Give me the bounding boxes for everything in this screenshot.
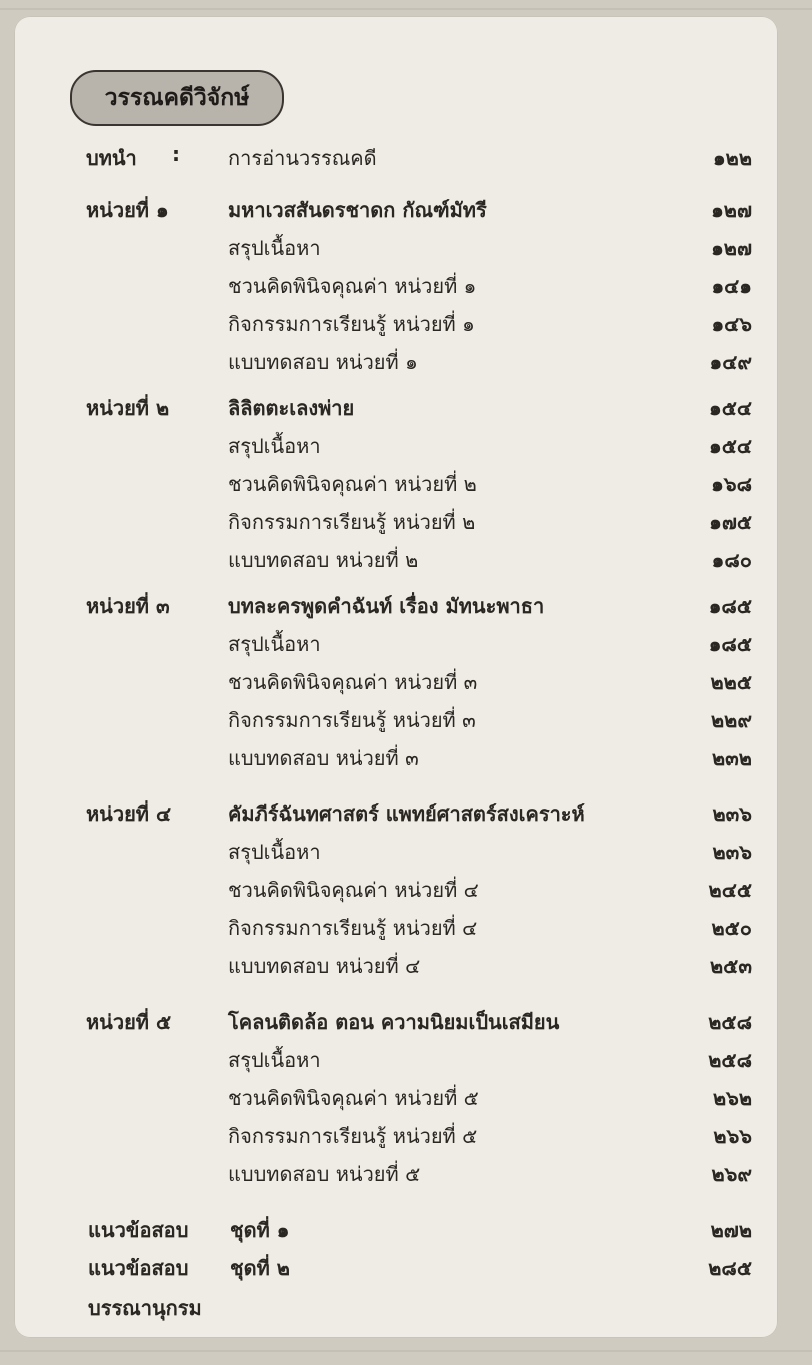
- toc-item[interactable]: [14, 666, 778, 706]
- toc-item[interactable]: [14, 544, 778, 584]
- unit-title: ลิลิตตะเลงพ่าย: [228, 396, 355, 420]
- toc-item[interactable]: [14, 430, 778, 470]
- bibliography-label: บรรณานุกรม: [88, 1296, 202, 1320]
- item-page: ๒๓๖: [712, 840, 752, 864]
- unit-title: โคลนติดล้อ ตอน ความนิยมเป็นเสมียน: [228, 1010, 560, 1034]
- item-title: แบบทดสอบ หน่วยที่ ๕: [228, 1162, 421, 1186]
- item-title: สรุปเนื้อหา: [228, 1048, 321, 1072]
- toc-item[interactable]: [14, 742, 778, 782]
- toc-unit-5[interactable]: [14, 1006, 778, 1046]
- toc-item[interactable]: [14, 506, 778, 546]
- item-title: กิจกรรมการเรียนรู้ หน่วยที่ ๔: [228, 916, 478, 940]
- item-page: ๒๖๖: [713, 1124, 752, 1148]
- toc-unit-1[interactable]: [14, 194, 778, 234]
- item-page: ๑๘๐: [711, 548, 752, 572]
- toc-item[interactable]: [14, 1044, 778, 1084]
- toc-page: [14, 16, 778, 1338]
- toc-item[interactable]: [14, 836, 778, 876]
- item-title: ชวนคิดพินิจคุณค่า หน่วยที่ ๑: [228, 274, 477, 298]
- item-title: ชวนคิดพินิจคุณค่า หน่วยที่ ๕: [228, 1086, 479, 1110]
- item-title: ชวนคิดพินิจคุณค่า หน่วยที่ ๓: [228, 670, 478, 694]
- item-page: ๑๔๙: [709, 350, 752, 374]
- intro-colon: :: [172, 142, 180, 166]
- unit-page: ๒๓๖: [712, 802, 752, 826]
- unit-label: หน่วยที่ ๒: [86, 396, 170, 420]
- item-page: ๒๒๕: [710, 670, 752, 694]
- item-page: ๑๗๕: [709, 510, 752, 534]
- item-page: ๑๒๗: [711, 236, 752, 260]
- item-page: ๒๖๙: [711, 1162, 752, 1186]
- toc-unit-2[interactable]: [14, 392, 778, 432]
- item-title: สรุปเนื้อหา: [228, 236, 321, 260]
- toc-item[interactable]: [14, 232, 778, 272]
- unit-title: บทละครพูดคำฉันท์ เรื่อง มัทนะพาธา: [228, 594, 545, 618]
- toc-item[interactable]: [14, 950, 778, 990]
- item-title: สรุปเนื้อหา: [228, 434, 321, 458]
- unit-label: หน่วยที่ ๑: [86, 198, 169, 222]
- unit-label: หน่วยที่ ๔: [86, 802, 172, 826]
- toc-unit-4[interactable]: [14, 798, 778, 838]
- toc-item[interactable]: [14, 270, 778, 310]
- item-title: แบบทดสอบ หน่วยที่ ๓: [228, 746, 419, 770]
- unit-page: ๑๘๕: [708, 594, 752, 618]
- item-page: ๒๓๒: [711, 746, 752, 770]
- item-page: ๒๕๓: [710, 954, 752, 978]
- exam-page: ๒๘๕: [708, 1256, 752, 1280]
- intro-label: บทนำ: [86, 146, 137, 170]
- exam-title: ชุดที่ ๑: [230, 1218, 290, 1242]
- item-title: ชวนคิดพินิจคุณค่า หน่วยที่ ๒: [228, 472, 477, 496]
- toc-item[interactable]: [14, 346, 778, 386]
- intro-title: การอ่านวรรณคดี: [228, 146, 377, 170]
- unit-page: ๒๕๘: [708, 1010, 752, 1034]
- toc-item[interactable]: [14, 628, 778, 668]
- toc-entry-intro[interactable]: [14, 142, 778, 182]
- item-page: ๒๒๙: [710, 708, 752, 732]
- item-title: สรุปเนื้อหา: [228, 840, 321, 864]
- exam-page: ๒๗๒: [710, 1218, 752, 1242]
- item-title: กิจกรรมการเรียนรู้ หน่วยที่ ๓: [228, 708, 476, 732]
- item-title: สรุปเนื้อหา: [228, 632, 321, 656]
- item-title: ชวนคิดพินิจคุณค่า หน่วยที่ ๔: [228, 878, 479, 902]
- toc-unit-3[interactable]: [14, 590, 778, 630]
- unit-page: ๑๒๗: [711, 198, 752, 222]
- exam-label: แนวข้อสอบ: [88, 1218, 189, 1242]
- toc-item[interactable]: [14, 912, 778, 952]
- item-title: แบบทดสอบ หน่วยที่ ๑: [228, 350, 418, 374]
- toc-item[interactable]: [14, 1082, 778, 1122]
- unit-title: มหาเวสสันดรชาดก กัณฑ์มัทรี: [228, 198, 487, 222]
- item-page: ๑๕๔: [709, 434, 752, 458]
- toc-item[interactable]: [14, 308, 778, 348]
- item-title: กิจกรรมการเรียนรู้ หน่วยที่ ๕: [228, 1124, 478, 1148]
- section-title-badge: [70, 70, 284, 126]
- exam-label: แนวข้อสอบ: [88, 1256, 189, 1280]
- unit-label: หน่วยที่ ๕: [86, 1010, 172, 1034]
- toc-item[interactable]: [14, 1120, 778, 1160]
- unit-title: คัมภีร์ฉันทศาสตร์ แพทย์ศาสตร์สงเคราะห์: [228, 802, 585, 826]
- item-page: ๑๔๑: [711, 274, 752, 298]
- unit-page: ๑๕๔: [709, 396, 752, 420]
- toc-item[interactable]: [14, 704, 778, 744]
- item-title: แบบทดสอบ หน่วยที่ ๔: [228, 954, 421, 978]
- exam-title: ชุดที่ ๒: [230, 1256, 290, 1280]
- item-page: ๒๖๒: [712, 1086, 752, 1110]
- item-title: กิจกรรมการเรียนรู้ หน่วยที่ ๒: [228, 510, 476, 534]
- toc-exam-1[interactable]: [14, 1214, 778, 1254]
- toc-item[interactable]: [14, 874, 778, 914]
- item-page: ๒๔๕: [708, 878, 752, 902]
- item-page: ๑๘๕: [708, 632, 752, 656]
- toc-item[interactable]: [14, 1158, 778, 1198]
- unit-label: หน่วยที่ ๓: [86, 594, 170, 618]
- toc-bibliography[interactable]: [14, 1292, 778, 1332]
- intro-page: ๑๒๒: [712, 146, 752, 170]
- toc-item[interactable]: [14, 468, 778, 508]
- item-title: แบบทดสอบ หน่วยที่ ๒: [228, 548, 419, 572]
- section-title: วรรณคดีวิจักษ์: [104, 85, 250, 111]
- item-page: ๑๖๘: [711, 472, 752, 496]
- item-title: กิจกรรมการเรียนรู้ หน่วยที่ ๑: [228, 312, 475, 336]
- item-page: ๒๕๘: [708, 1048, 752, 1072]
- toc-exam-2[interactable]: [14, 1252, 778, 1292]
- item-page: ๑๔๖: [711, 312, 752, 336]
- item-page: ๒๕๐: [711, 916, 752, 940]
